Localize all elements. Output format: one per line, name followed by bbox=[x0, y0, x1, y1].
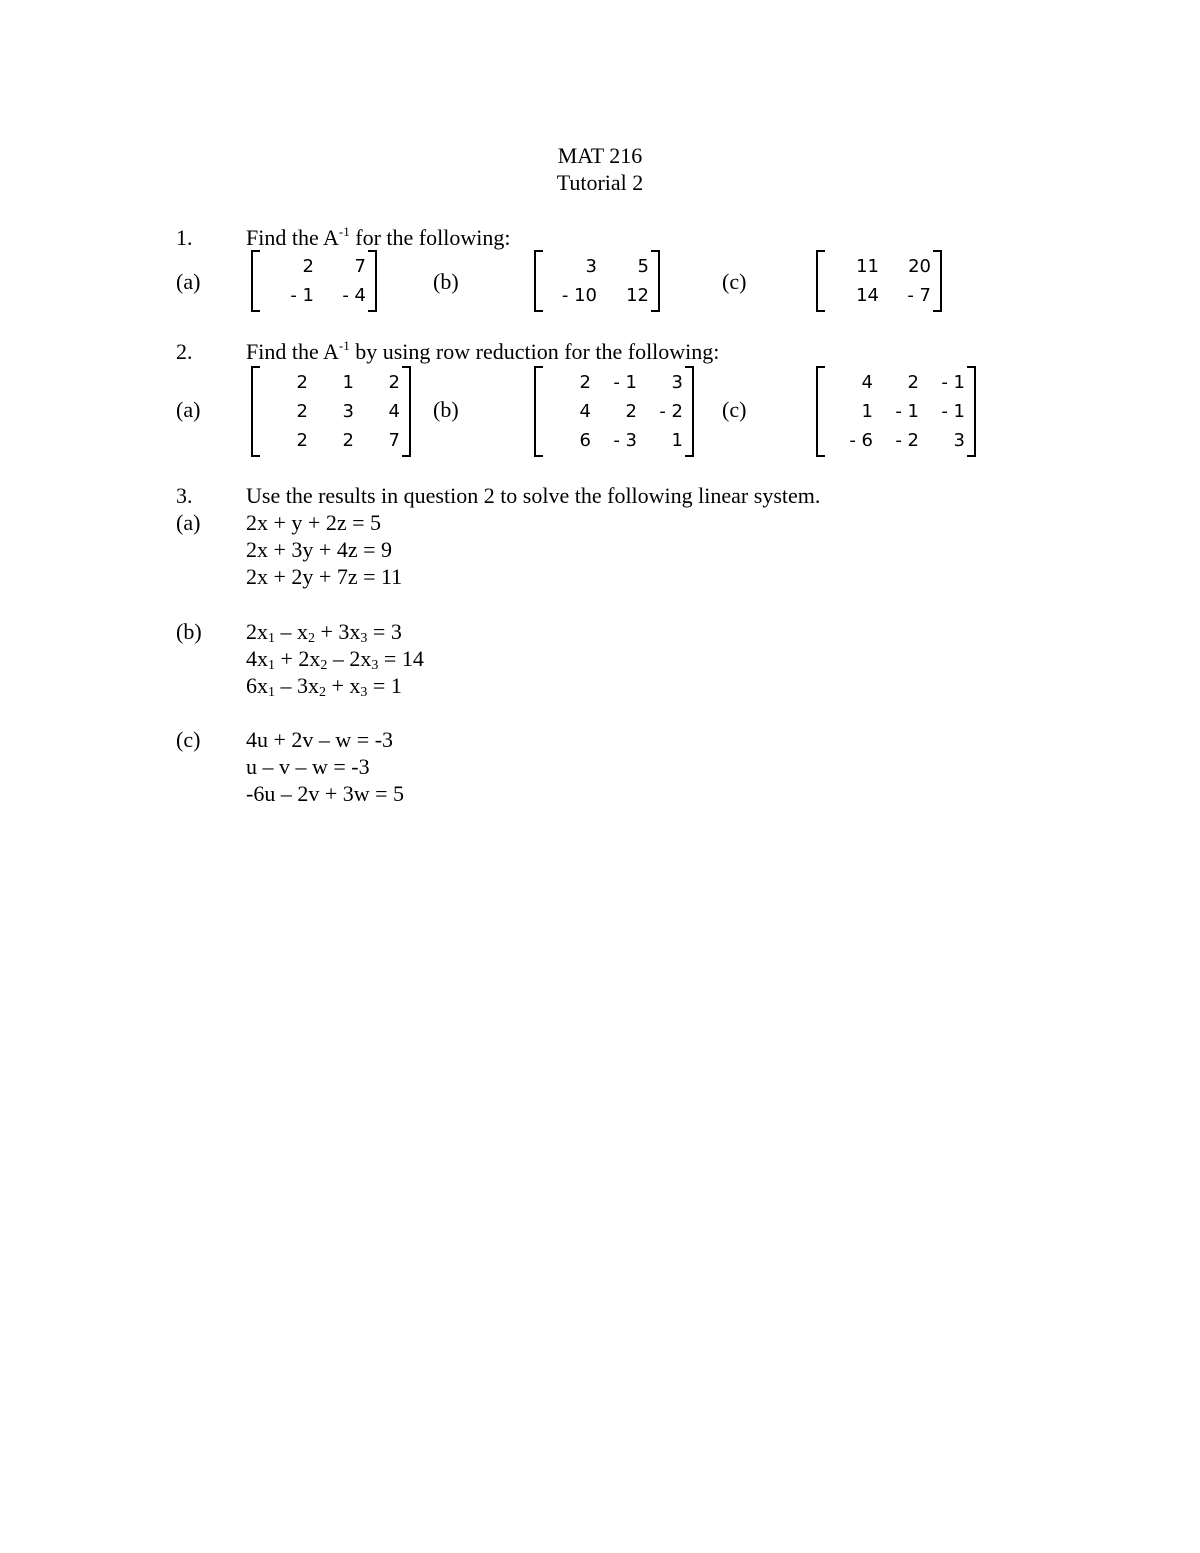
q2-matrix-c bbox=[816, 366, 976, 457]
q1-part-b-label: (b) bbox=[433, 269, 459, 294]
q3-b-equation-1 bbox=[246, 618, 402, 645]
matrix-cell: - 3 bbox=[613, 430, 637, 451]
subscript: 3 bbox=[360, 631, 368, 646]
subscript: 1 bbox=[268, 685, 275, 700]
question-3-number: 3. bbox=[176, 483, 193, 508]
matrix-cell: 3 bbox=[953, 430, 965, 451]
matrix-cell: 20 bbox=[908, 256, 931, 277]
q3-a-equation-1: 2x + y + 2z = 5 bbox=[246, 510, 381, 535]
subscript: 1 bbox=[268, 658, 275, 673]
q3-a-equation-3: 2x + 2y + 7z = 11 bbox=[246, 564, 403, 589]
matrix-right-bracket bbox=[402, 366, 411, 457]
equation-term: – 2x bbox=[327, 646, 372, 671]
matrix-cell: - 1 bbox=[941, 401, 965, 422]
q1-matrix-b bbox=[534, 250, 660, 312]
matrix-cell: 4 bbox=[388, 401, 400, 422]
matrix-cell: 2 bbox=[625, 401, 637, 422]
q1-part-c-label: (c) bbox=[722, 269, 747, 294]
equation-term: – x bbox=[275, 619, 308, 644]
subscript: 3 bbox=[371, 658, 379, 673]
matrix-right-bracket bbox=[651, 250, 660, 312]
matrix-cell: 2 bbox=[296, 430, 308, 451]
subscript: 3 bbox=[360, 685, 368, 700]
matrix-cell: 4 bbox=[579, 401, 591, 422]
matrix-cell: 3 bbox=[585, 256, 597, 277]
matrix-left-bracket bbox=[251, 250, 260, 312]
equation-term: = 3 bbox=[367, 619, 402, 644]
matrix-right-bracket bbox=[967, 366, 976, 457]
matrix-entries bbox=[260, 366, 402, 457]
q3-c-equation-1: 4u + 2v – w = -3 bbox=[246, 727, 394, 752]
q2-matrix-b bbox=[534, 366, 694, 457]
matrix-right-bracket bbox=[933, 250, 942, 312]
question-1-text: Find the $A^{-1}$ for the following: bbox=[246, 224, 511, 250]
equation-term: 6x bbox=[246, 673, 268, 698]
q3-part-a-label: (a) bbox=[176, 510, 201, 535]
q2-part-b-label: (b) bbox=[433, 397, 459, 422]
matrix-cell: 1 bbox=[671, 430, 683, 451]
matrix-cell: 3 bbox=[342, 401, 354, 422]
matrix-cell: - 1 bbox=[290, 285, 314, 306]
tutorial-subtitle: Tutorial 2 bbox=[556, 170, 644, 195]
question-2-number: 2. bbox=[176, 339, 193, 364]
matrix-left-bracket bbox=[534, 366, 543, 457]
matrix-cell: 7 bbox=[354, 256, 366, 277]
matrix-left-bracket bbox=[816, 250, 825, 312]
matrix-cell: - 10 bbox=[561, 285, 597, 306]
equation-term: = 1 bbox=[367, 673, 402, 698]
matrix-cell: 4 bbox=[861, 372, 873, 393]
matrix-right-bracket bbox=[685, 366, 694, 457]
matrix-cell: 2 bbox=[579, 372, 591, 393]
equation-term: + 3x bbox=[315, 619, 361, 644]
matrix-cell: 1 bbox=[342, 372, 354, 393]
matrix-cell: - 1 bbox=[613, 372, 637, 393]
matrix-cell: 2 bbox=[907, 372, 919, 393]
matrix-cell: - 1 bbox=[941, 372, 965, 393]
matrix-cell: - 6 bbox=[849, 430, 873, 451]
matrix-cell: - 2 bbox=[895, 430, 919, 451]
q2-part-c-label: (c) bbox=[722, 397, 747, 422]
matrix-cell: 12 bbox=[626, 285, 649, 306]
equation-term: 2x bbox=[246, 619, 268, 644]
matrix-entries bbox=[543, 250, 651, 312]
equation-term: 4x bbox=[246, 646, 268, 671]
q3-part-b-label: (b) bbox=[176, 619, 202, 644]
subscript: 2 bbox=[320, 658, 328, 673]
q3-part-c-label: (c) bbox=[176, 727, 201, 752]
question-1-number: 1. bbox=[176, 225, 193, 250]
q1-matrix-a bbox=[251, 250, 377, 312]
matrix-cell: 1 bbox=[861, 401, 873, 422]
equation-term: = 14 bbox=[378, 646, 424, 671]
matrix-cell: 2 bbox=[296, 401, 308, 422]
q1-part-a-label: (a) bbox=[176, 269, 201, 294]
matrix-cell: 2 bbox=[302, 256, 314, 277]
subscript: 2 bbox=[319, 685, 326, 700]
matrix-cell: - 2 bbox=[659, 401, 683, 422]
matrix-entries bbox=[260, 250, 368, 312]
matrix-cell: - 7 bbox=[907, 285, 931, 306]
matrix-entries bbox=[825, 250, 933, 312]
q3-c-equation-3: -6u – 2v + 3w = 5 bbox=[246, 781, 405, 806]
matrix-entries bbox=[825, 366, 967, 457]
q2-matrix-a bbox=[251, 366, 411, 457]
matrix-left-bracket bbox=[534, 250, 543, 312]
course-title: MAT 216 bbox=[557, 143, 643, 168]
subscript: 1 bbox=[268, 631, 275, 646]
matrix-cell: 2 bbox=[388, 372, 400, 393]
equation-term: + x bbox=[326, 673, 361, 698]
subscript: 2 bbox=[308, 631, 315, 646]
question-2-text: Find the $A^{-1}$ by using row reduction for the following: bbox=[246, 338, 720, 364]
q3-a-equation-2: 2x + 3y + 4z = 9 bbox=[246, 537, 392, 562]
matrix-cell: 7 bbox=[388, 430, 400, 451]
equation-term: – 3x bbox=[275, 673, 319, 698]
matrix-cell: 6 bbox=[579, 430, 591, 451]
matrix-cell: 2 bbox=[342, 430, 354, 451]
matrix-cell: 3 bbox=[671, 372, 683, 393]
matrix-cell: 5 bbox=[637, 256, 649, 277]
q1-matrix-c bbox=[816, 250, 942, 312]
q3-b-equation-3 bbox=[246, 672, 402, 699]
matrix-right-bracket bbox=[368, 250, 377, 312]
matrix-cell: 14 bbox=[856, 285, 879, 306]
equation-term: + 2x bbox=[275, 646, 321, 671]
q3-c-equation-2: u – v – w = -3 bbox=[246, 754, 370, 779]
question-3-text: Use the results in question 2 to solve the following linear system. bbox=[246, 483, 821, 508]
q2-part-a-label: (a) bbox=[176, 397, 201, 422]
matrix-cell: 11 bbox=[856, 256, 879, 277]
matrix-entries bbox=[543, 366, 685, 457]
matrix-cell: - 1 bbox=[895, 401, 919, 422]
q3-b-equation-2 bbox=[246, 645, 424, 672]
matrix-cell: - 4 bbox=[342, 285, 366, 306]
matrix-left-bracket bbox=[251, 366, 260, 457]
matrix-left-bracket bbox=[816, 366, 825, 457]
matrix-cell: 2 bbox=[296, 372, 308, 393]
